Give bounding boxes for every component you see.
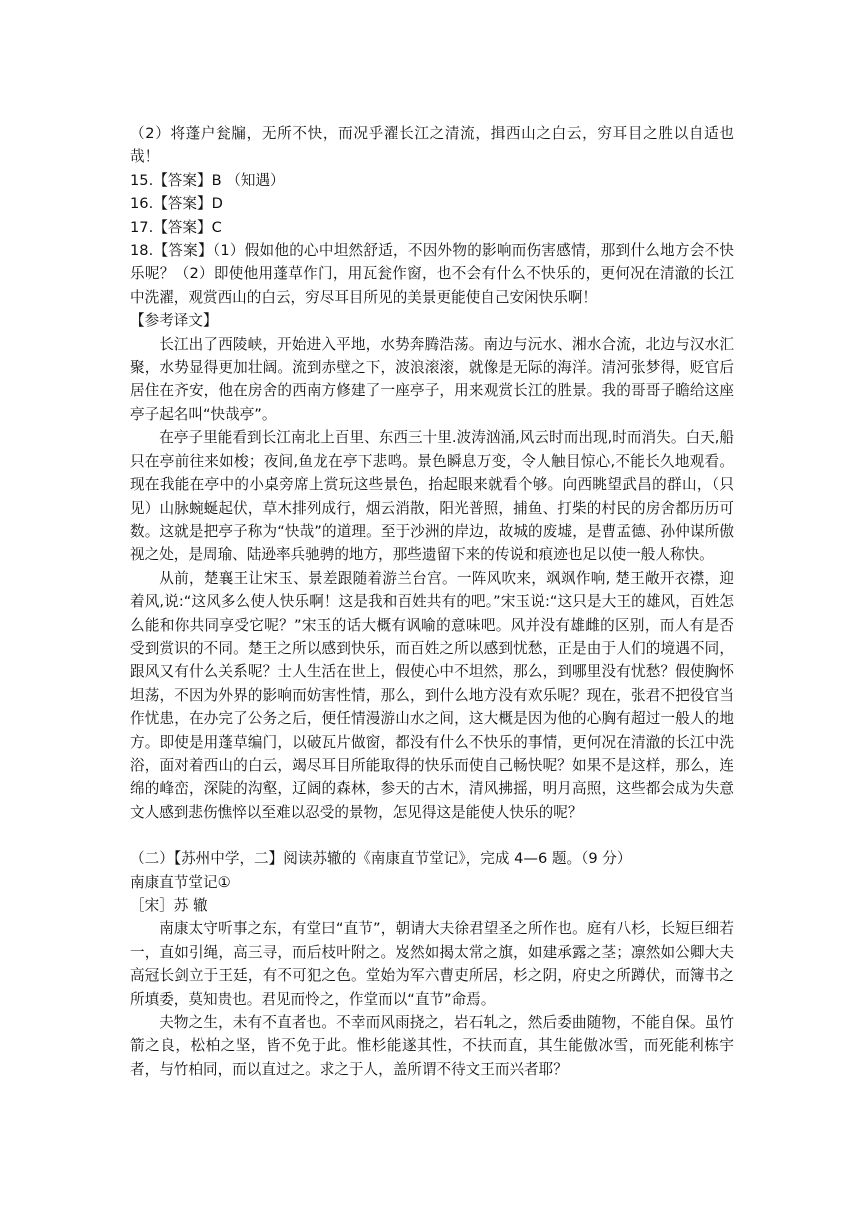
translation-paragraph-3: 从前，楚襄王让宋玉、景差跟随着游兰台宫。一阵风吹来，飒飒作响, 楚王敞开衣襟，迎着风,说:“这风多么使人快乐啊！这是我和百姓共有的吧。”宋玉说:“这只是大王的雄风，百姓怎么能和你共同享受它呢？”宋玉的话大概有讽喻的意味吧。风并没有雄雌的区别，而人有是否受到赏识的不同。楚王之所以感到快乐，而百姓之所以感到忧愁，正是由于人们的境遇不同，跟风又有什么关系呢？士人生活在世上，假使心中不坦然，那么，到哪里没有忧愁？假使胸怀坦荡，不因为外界的影响而妨害性情，那么，到什么地方没有欢乐呢？现在，张君不把役官当作忧患，在办完了公务之后，便任情漫游山水之间，这大概是因为他的心胸有超过一般人的地方。即使是用蓬草编门，以破瓦片做窗，都没有什么不快乐的事情，更何况在清澈的长江中洗浴，面对着西山的白云，竭尽耳目所能取得的快乐而使自己畅快呢？如果不是这样，那么，连绵的峰峦，深陡的沟壑，辽阔的森林，参天的古木，清风拂摇，明月高照，这些都会成为失意文人感到悲伤憔悴以至难以忍受的景物，怎见得这是能使人快乐的呢？ bbox=[130, 569, 734, 821]
essay-title: 南康直节堂记① bbox=[130, 873, 231, 891]
essay-author: ［宋］苏 辙 bbox=[130, 897, 208, 914]
blank-line bbox=[130, 824, 734, 847]
essay-paragraph-1: 南康太守听事之东，有堂曰“直节”，朝请大夫徐君望圣之所作也。庭有八杉，长短巨细若一，直如引绳，高三寻，而后枝叶附之。岌然如揭太常之旗，如建承露之茎；凛然如公卿大夫高冠长剑立于王廷，有不可犯之色。堂始为军六曹吏所居，杉之阴，府史之所蹲伏，而簿书之所填委，莫知贵也。君见而怜之，作堂而以“直节”命焉。 bbox=[130, 920, 734, 1008]
essay-paragraph-2: 夫物之生，未有不直者也。不幸而风雨挠之，岩石轧之，然后委曲随物，不能自保。虽竹箭之良，松柏之坚，皆不免于此。惟杉能遂其性，不扶而直，其生能傲冰雪，而死能利栋宇者，与竹柏同，而以直过之。求之于人，盖所谓不待文王而兴者耶？ bbox=[130, 1014, 734, 1078]
answer-16: 16.【答案】D bbox=[130, 195, 223, 213]
reference-translation-heading: 【参考译文】 bbox=[130, 312, 218, 330]
document-body bbox=[130, 122, 734, 1081]
answer-15: 15.【答案】B （知遇） bbox=[130, 171, 285, 189]
translation-paragraph-2: 在亭子里能看到长江南北上百里、东西三十里.波涛汹涌,风云时而出现,时而消失。白天,船只在亭前往来如梭；夜间,鱼龙在亭下悲鸣。景色瞬息万变，令人触目惊心,不能长久地观看。现在我能在亭中的小桌旁席上赏玩这些景色，抬起眼来就看个够。向西眺望武昌的群山，（只见）山脉蜿蜒起伏，草木排列成行，烟云消散，阳光普照，捕鱼、打柴的村民的房舍都历历可数。这就是把亭子称为“快哉”的道理。至于沙洲的岸边，故城的废墟，是曹孟德、孙仲谋所傲视之处，是周瑜、陆逊率兵驰骋的地方，那些遗留下来的传说和痕迹也足以使一般人称快。 bbox=[130, 429, 734, 564]
answer-18: 18.【答案】（1）假如他的心中坦然舒适，不因外物的影响而伤害感情，那到什么地方会不快乐呢？（2）即使他用蓬草作门，用瓦瓮作窗，也不会有什么不快乐的，更何况在清澈的长江中洗濯，观赏西山的白云，穷尽耳目所见的美景更能使自己安闲快乐啊！ bbox=[130, 242, 734, 306]
q2-answer-text: （2）将蓬户瓮牖，无所不快，而况乎濯长江之清流，揖西山之白云，穷耳目之胜以自适也哉！ bbox=[130, 125, 734, 166]
translation-paragraph-1: 长江出了西陵峡，开始进入平地，水势奔腾浩荡。南边与沅水、湘水合流，北边与汉水汇聚，水势显得更加壮阔。流到赤壁之下，波浪滚滚，就像是无际的海洋。清河张梦得，贬官后居住在齐安，他在房舍的西南方修建了一座亭子，用来观赏长江的胜景。我的哥哥子瞻给这座亭子起名叫“快哉亭”。 bbox=[130, 335, 734, 423]
section-heading: （二）【苏州中学，二】阅读苏辙的《南康直节堂记》，完成 4—6 题。（9 分） bbox=[130, 850, 632, 868]
answer-17: 17.【答案】C bbox=[130, 218, 222, 236]
